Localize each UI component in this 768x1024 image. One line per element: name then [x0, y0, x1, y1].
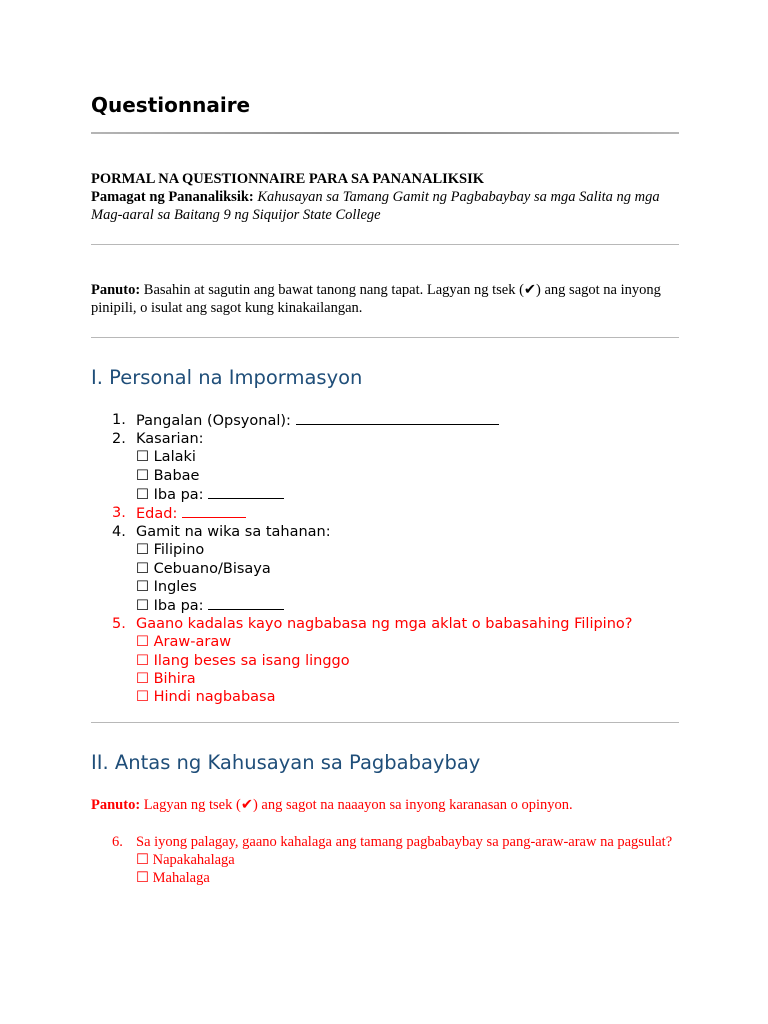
divider [91, 722, 679, 723]
checkbox-option-mahalaga[interactable]: ☐ Mahalaga [136, 870, 210, 886]
instructions-label: Panuto: [91, 282, 141, 298]
instructions-label: Panuto: [91, 797, 141, 813]
item-number: 4. [112, 524, 126, 541]
section1-heading: I. Personal na Impormasyon [91, 366, 363, 389]
document-title: Questionnaire [91, 93, 251, 117]
list-item-language [91, 523, 679, 615]
section1-list [91, 411, 679, 706]
item-label: Sa iyong palagay, gaano kahalaga ang tamang pagbabaybay sa pang-araw-araw na pagsulat? [136, 834, 673, 850]
checkbox-option-ingles[interactable]: ☐ Ingles [136, 578, 197, 595]
option-label: ☐ Iba pa: [136, 598, 204, 615]
other-answer-field[interactable] [208, 596, 284, 610]
section2-heading: II. Antas ng Kahusayan sa Pagbabaybay [91, 751, 481, 774]
instructions-block [91, 281, 679, 317]
list-item-gender [91, 430, 679, 504]
intro-heading: PORMAL NA QUESTIONNAIRE PARA SA PANANALIKSIK [91, 171, 485, 187]
research-label: Pamagat ng Pananaliksik: [91, 189, 254, 205]
name-answer-field[interactable] [296, 411, 499, 425]
item-number: 5. [112, 616, 126, 633]
age-answer-field[interactable] [182, 504, 246, 518]
item-label: Kasarian: [136, 431, 204, 448]
item-label: Pangalan (Opsyonal): [136, 413, 291, 429]
item-number: 2. [112, 431, 126, 448]
option-label: ☐ Iba pa: [136, 486, 204, 503]
checkbox-option-weekly[interactable]: ☐ Ilang beses sa isang linggo [136, 652, 350, 669]
checkbox-option-lalaki[interactable]: ☐ Lalaki [136, 449, 196, 466]
item-label: Gamit na wika sa tahanan: [136, 524, 331, 541]
checkbox-option-bihira[interactable]: ☐ Bihira [136, 670, 196, 687]
section2-list [91, 833, 679, 887]
checkbox-option-babae[interactable]: ☐ Babae [136, 467, 200, 484]
divider [91, 244, 679, 245]
list-item-name [91, 411, 679, 430]
instructions-text: Basahin at sagutin ang bawat tanong nang tapat. Lagyan ng tsek (✔) ang sagot na inyong pinipili, o isulat ang sagot kung kinakailangan. [91, 282, 661, 316]
other-answer-field[interactable] [208, 485, 284, 499]
checkbox-option-filipino[interactable]: ☐ Filipino [136, 542, 205, 559]
item-label: Edad: [136, 506, 178, 523]
checkbox-option-napakahalaga[interactable]: ☐ Napakahalaga [136, 852, 235, 868]
instructions-text: Lagyan ng tsek (✔) ang sagot na naaayon sa inyong karanasan o opinyon. [143, 797, 573, 813]
item-number: 1. [112, 412, 126, 428]
intro-block [91, 170, 679, 224]
title-divider [91, 132, 679, 134]
section2-instructions [91, 796, 679, 814]
checkbox-option-araw-araw[interactable]: ☐ Araw-araw [136, 634, 232, 651]
item-label: Gaano kadalas kayo nagbabasa ng mga aklat o babasahing Filipino? [136, 616, 633, 633]
checkbox-option-cebuano[interactable]: ☐ Cebuano/Bisaya [136, 560, 271, 577]
research-title-line [91, 188, 679, 224]
checkbox-option-other[interactable] [136, 596, 679, 615]
list-item-reading-frequency [91, 615, 679, 706]
checkbox-option-hindi[interactable]: ☐ Hindi nagbabasa [136, 689, 276, 706]
list-item-age [91, 504, 679, 523]
item-number: 6. [112, 834, 123, 850]
divider [91, 337, 679, 338]
research-title: Kahusayan sa Tamang Gamit ng Pagbabaybay sa mga Salita ng mga Mag-aaral sa Baitang 9 ng Siquijor State College [91, 189, 660, 223]
item-number: 3. [112, 505, 126, 522]
list-item-importance [91, 833, 679, 887]
checkbox-option-other[interactable] [136, 485, 679, 504]
